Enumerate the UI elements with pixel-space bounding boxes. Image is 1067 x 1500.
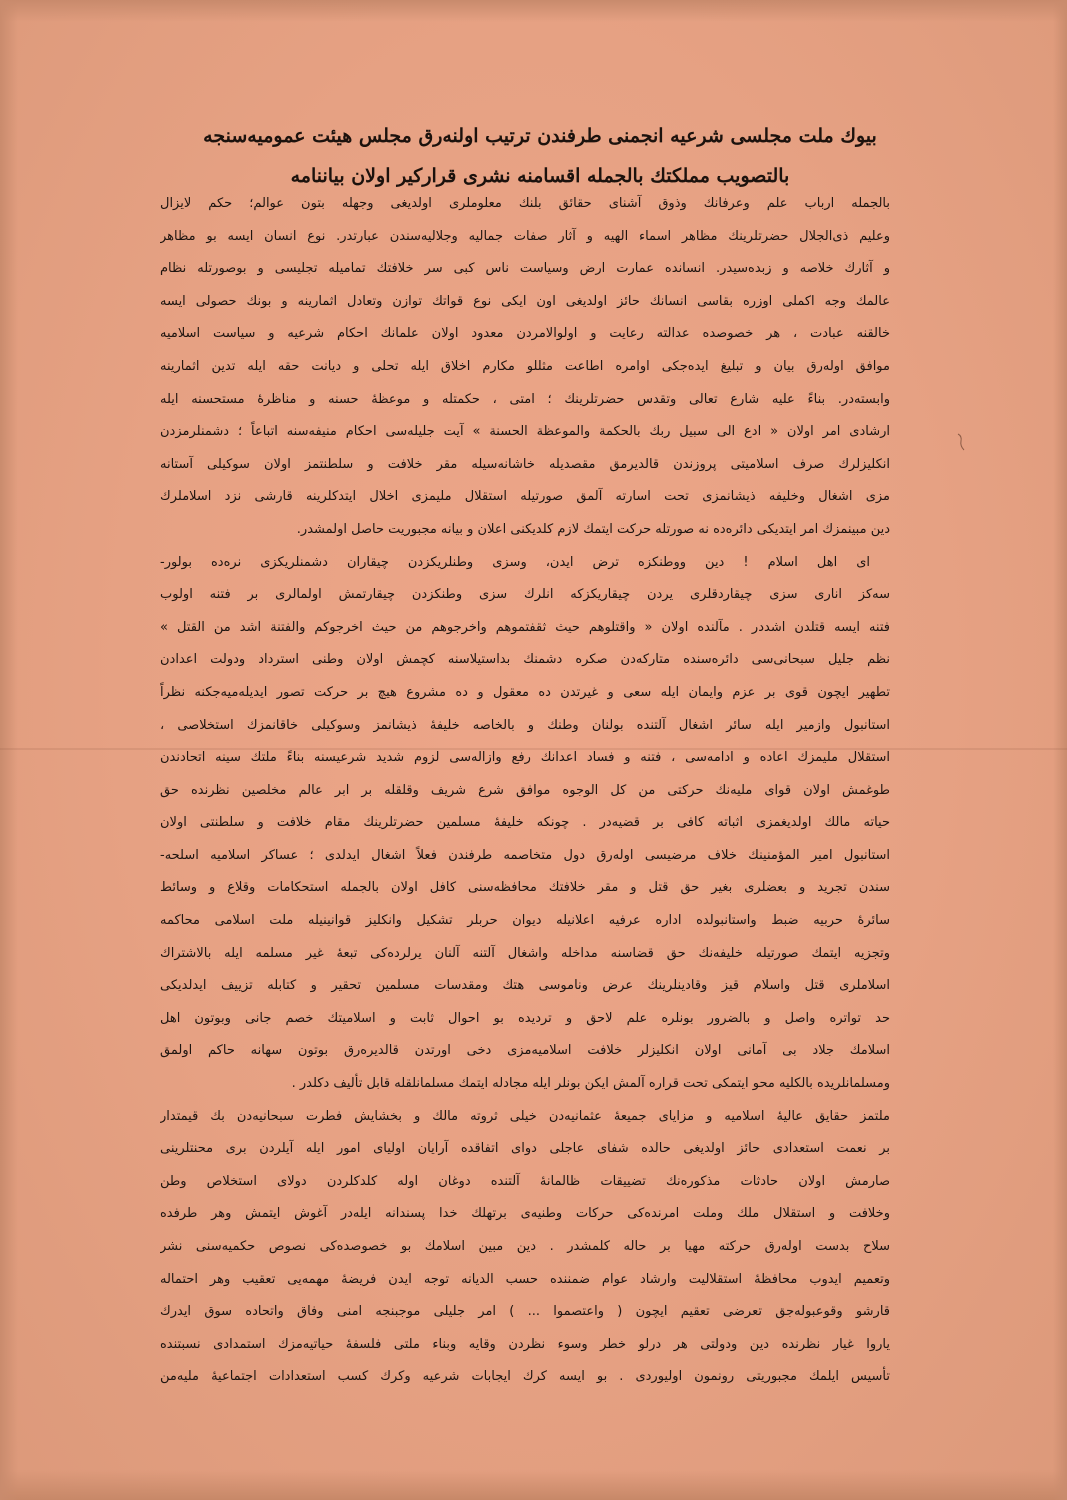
body-line: مزی اشغال وخلیفه ذیشانمزی تحت اسارته آلمق صورتیله استقلال ملیمزی اخلال ایتدكلرینه قارشی نزد اسلاملرك: [160, 489, 890, 505]
body-line: اسلاملری قتل واسلام قیز وقادینلرینك عرض وناموسی هتك ومقدسات مسلمین تحقیر و كتابله تزییف ایدلدیكی: [160, 978, 890, 994]
body-line: انكلیزلرك صرف اسلامیتی پروزندن قالدیرمق مقصدیله خاشانه‌سیله مقر خلافت و سلطنتمز اولان سوكیلی آستانه‌: [160, 456, 890, 472]
body-line: وعلیم ذی‌الجلال حضرتلرینك مظاهر اسماء الهیه و آثار صفات جمالیه وجلالیه‌سندن عبارتدر. نوع انسان ایسه بو مظاهر: [160, 228, 890, 244]
body-line: وابسته‌در. بناءً علیه شارع تعالی وتقدس حضرتلرینك ؛ امتی ، حكمتله و موعظهٔ حسنه و مناظرهٔ مستحسنه ایله: [160, 391, 890, 407]
body-line: سه‌كز اناری سزی چیقاردقلری یردن چیقاریكزكه انلرك سزی وطنكزدن چیقارتمش اولمالری بر فتنه اولوب: [160, 587, 890, 603]
body-line: فتنه ایسه قتلدن اشددر . مآلنده اولان « واقتلوهم حیث ثقفتموهم واخرجوهم من حیث اخرجوكم والفتنة اشد من القتل »: [160, 619, 890, 635]
margin-pencil-mark: [955, 432, 969, 452]
body-line: عالمك وجه اكملی اوزره بقاسی انسانك حائز اولدیغی اون ایكی نوع قواتك توازن وتعادل اثمارینه و بونك حصولی ایسه: [160, 293, 890, 309]
body-line: سلاح بدست اوله‌رق حركته مهیا بر حاله كلمشدر . دین مبین اسلامك بو خصوصده‌كی نصوص حكمیه‌سنی نشر: [160, 1239, 890, 1254]
body-line: دین مبینمزك امر ایتدیكی دائره‌ده نه صورتله حركت ایتمك لازم كلدیكنی اعلان و بیانه مجبوریت حاصل اولمشدر.: [296, 521, 890, 537]
body-line: استقلال ملیمزك اعاده و ادامه‌سی ، فتنه و فساد اعدانك رفع وازاله‌سی لزوم شدید شرعیسنه بناءً ملتك سینه اتحادندن: [160, 750, 890, 766]
document-title-line-2: بالتصویب مملكتك بالجمله اقسامنه نشری قرارکیر اولان بیاننامه: [290, 165, 790, 187]
body-line: صارمش اولان حادثات مذكوره‌نك تضییقات ظالمانهٔ آلتنده دوغان اوله كلدكلردن دولای استخلاص وطن: [160, 1173, 890, 1189]
body-line: تأسیس ایلمك مجبوریتی رونمون اولیوردی . بو ایسه كرك ایجابات شرعیه وكرك كسب استعدادات اجتماعیهٔ ملیه‌من: [160, 1369, 890, 1385]
body-line: نظم جلیل سبحانی‌سی دائره‌سنده متاركه‌دن صكره دشمنك بداستیلاسنه كچمش اولان وطنی استرداد ودولت اعدادن: [160, 652, 890, 668]
body-line: ومسلمانلریده بالكلیه محو ایتمكی تحت قراره آلمش ایكن بونلر ایله مجادله ایتمك مسلمانلقله قابل تألیف دكلدر .: [291, 1076, 890, 1092]
body-line: تطهیر ایچون قوی بر عزم وایمان ایله سعی و غیرتدن ده معقول و ده مشروع هیچ بر حركت تصور ایدیله‌میه‌جكنه نظراً: [160, 684, 890, 700]
body-line: استانبول امیر المؤمنینك خلاف مرضیسی اوله‌رق دول متخاصمه طرفندن فعلاً اشغال ایدلدی ؛ عساكر اسلامیه اسلحه-: [160, 847, 890, 863]
body-line: حیاته مالك اولدیغمزی اثباته كافی بر قضیه‌در . چونكه خلیفهٔ مسلمین حضرتلرینك مقام خلافت و سلطنتی اولان: [160, 815, 890, 831]
body-line: حد تواتره واصل و بالضرور بونلره علم لاحق و تردیده بو احوال ثابت و اسلامیتك خصم جانی وبوتون اهل: [160, 1010, 890, 1026]
body-line: اسلامك جلاد بی آمانی اولان انكلیزلر خلافت اسلامیه‌مزی دخی اورتدن قالدیره‌رق بوتون سهانه حاكم اولمق: [160, 1043, 890, 1059]
body-line: طوغمش اولان قوای ملیه‌نك حركتی من كل الوجوه موافق شرع شریف وقلقله بر ابر عالم مخلصین نظرنده حق: [160, 782, 890, 798]
body-line: سائرهٔ حربیه ضبط واستانبولده اداره عرفیه اعلانیله دیوان حربلر تشكیل وانكلیز قوانینیله ملت اسلامی محاكمه: [160, 913, 890, 929]
body-line: سندن تجرید و بعضلری بغیر حق قتل و مقر خلافتك محافظه‌سنی كافل اولان بالجمله استحكامات وقلاع و وسائط: [160, 880, 890, 896]
body-line: یاروا غیار نظرنده دین ودولتی هر درلو خطر وسوء نظردن وقایه وبناء ملتی فلسفهٔ حیاتیه‌مزك استمدادی نسبتنده: [160, 1336, 890, 1352]
body-line: بالجمله ارباب علم وعرفانك وذوق آشنای حقائق بلنك معلوملری اولدیغی وجهله بتون عوالم؛ حكم لایزال: [160, 196, 890, 211]
paper-edge-right: [1053, 0, 1067, 1500]
paper-edge-bottom: [0, 1470, 1067, 1500]
body-line: وتعمیم ایدوب محافظهٔ استقلالیت وارشاد عوام ضمننده حسب الدیانه توجه ایدن فریضهٔ مهمه‌یی تعقیب وهر احتماله: [160, 1271, 890, 1287]
document-body: [160, 188, 890, 1394]
body-line: وتجزیه ایتمك صورتیله خلیفه‌نك حق قضاسنه مداخله واشغال آلتنه آلنان یرلرده‌كی تبعهٔ غیر مسلمه ایله بالاشتراك: [160, 945, 890, 961]
document-title-line-1: بیوك ملت مجلسی شرعیه انجمنی طرفندن ترتیب اولنه‌رق مجلس هیئت عمومیه‌سنجه: [203, 125, 877, 147]
body-line: و آثارك خلاصه و زبده‌سیدر. انسانده عمارت ارض وسیاست ناس کبی سر خلافتك تمامیله تجلیسی و بوصورتله نظام: [160, 261, 890, 277]
body-line: قارشو وقوعبوله‌جق تعرضی تعقیم ایچون ( واعتصموا ... ) امر جلیلی موجبنجه امنی وفاق واتحاده سوق ایدرك: [160, 1304, 890, 1320]
body-line: استانبول وازمیر ایله سائر اشغال آلتنده بولنان وطنك و بالخاصه خلیفهٔ ذیشانمز وسوكیلی خاقانمزك استخلاصی ،: [160, 717, 890, 733]
body-line: ای اهل اسلام ! دین ووطنكزه ترض ایدن، وسزی وطنلریكزدن چیقاران دشمنلریكزی نره‌ده بولور-: [160, 554, 870, 570]
paper-edge-top: [0, 0, 1067, 22]
body-line: خالقنه عبادت ، هر خصوصده عدالته رعایت و اولوالامردن معدود اولان علمانك احكام شرعیه و سیاست اسلامیه: [160, 326, 890, 342]
body-line: ملتمز حقایق عالیهٔ اسلامیه و مزایای جمیعهٔ عثمانیه‌دن خیلی ثروته مالك و بخشایش فطرت سبحانیه‌دن بك قیمتدار: [160, 1108, 890, 1124]
body-line: بر نعمت استعدادی حائز اولدیغی حالده شفای عاجلی دوای اتفاقده آرایان اولیای امور ایله آیلردن بری محنتلرینی: [160, 1141, 890, 1157]
body-line: ارشادی امر اولان « ادع الی سبیل ربك بالحكمة والموعظة الحسنة » آیت جلیله‌سی احكام منیفه‌سنه اتباعاً ؛ دشمنلرمزدن: [160, 424, 890, 440]
paper-edge-left: [0, 0, 18, 1500]
body-line: وخلافت و استقلال ملك وملت امرنده‌كی حركات وطنیه‌ی برتهلك خدا پسندانه ایله‌در آغوش ایتمش وهر طرفده: [160, 1206, 890, 1222]
body-line: موافق اوله‌رق بیان و تبلیغ ایده‌جكی اوامره اطاعت مثللو مكارم اخلاق ایله تحلی و دیانت حقه ایله تدین اثمارینه: [160, 358, 890, 374]
